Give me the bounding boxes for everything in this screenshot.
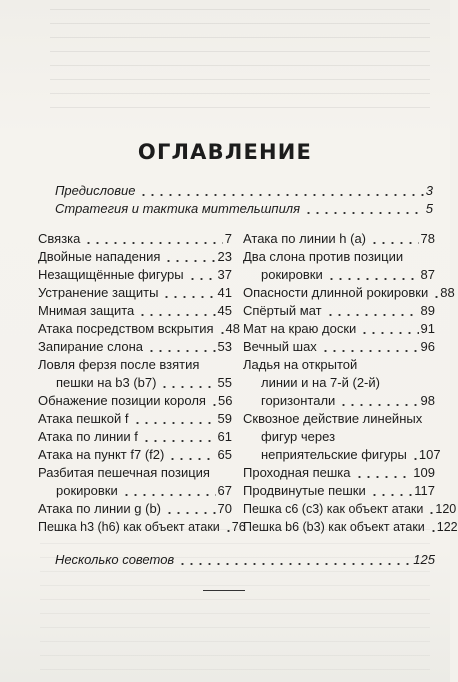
toc-leader-dots — [327, 278, 419, 280]
toc-leader-dots — [210, 404, 216, 406]
toc-leader-dots — [218, 332, 224, 334]
toc-entry — [38, 267, 232, 283]
toc-leader-dots — [162, 296, 215, 298]
toc-entry-label: Ладья на открытой — [243, 357, 358, 372]
toc-entry-label-continued: рокировки — [261, 267, 323, 282]
toc-entry-page: 59 — [217, 411, 232, 426]
toc-entry — [243, 519, 458, 535]
toc-leader-dots — [133, 422, 216, 424]
toc-leader-dots — [139, 194, 423, 196]
toc-leader-dots — [339, 404, 418, 406]
toc-entry-page: 56 — [217, 393, 233, 408]
toc-entry-page: 70 — [217, 501, 232, 516]
toc-entry-page: 107 — [418, 447, 441, 462]
toc-entry-page: 78 — [420, 231, 435, 246]
toc-entry — [38, 411, 232, 427]
toc-entry-page: 98 — [420, 393, 435, 408]
toc-entry — [261, 447, 441, 463]
toc-entry — [38, 429, 232, 445]
toc-leader-dots — [427, 512, 433, 514]
toc-entry-page: 67 — [217, 483, 232, 498]
toc-entry-page: 109 — [413, 465, 435, 480]
toc-entry — [243, 339, 435, 355]
toc-leader-dots — [321, 350, 419, 352]
toc-entry-label: Атака по линии f — [38, 429, 138, 444]
toc-entry — [55, 183, 433, 199]
toc-entry-label: Устранение защиты — [38, 285, 159, 300]
toc-entry — [243, 303, 435, 319]
toc-entry — [243, 231, 435, 247]
toc-entry — [243, 501, 457, 517]
toc-entry-label: Мнимая защита — [38, 303, 135, 318]
toc-leader-dots — [160, 386, 215, 388]
toc-leader-dots — [164, 260, 215, 262]
toc-entry-page: 117 — [414, 483, 435, 498]
toc-leader-dots — [326, 314, 419, 316]
toc-leader-dots — [304, 212, 424, 214]
toc-entry-label: Незащищённые фигуры — [38, 267, 184, 282]
toc-entry — [243, 465, 435, 481]
toc-entry-label: Запирание слона — [38, 339, 143, 354]
toc-entry — [38, 303, 232, 319]
toc-entry-page: 125 — [413, 552, 435, 567]
toc-entry — [55, 201, 433, 217]
toc-entry — [261, 393, 435, 409]
toc-entry-label: Опасности длинной рокировки — [243, 285, 429, 300]
toc-entry — [38, 447, 232, 463]
toc-entry-label: Разбитая пешечная позиция — [38, 465, 210, 480]
toc-entry-label: Пешка h3 (h6) как объект атаки — [38, 520, 220, 534]
toc-entry-label: Атака на пункт f7 (f2) — [38, 447, 165, 462]
toc-leader-dots — [188, 278, 216, 280]
toc-entry — [38, 339, 232, 355]
toc-entry-page: 55 — [217, 375, 232, 390]
toc-entry-label: Несколько советов — [55, 552, 175, 567]
toc-entry-page: 5 — [425, 201, 433, 216]
toc-entry-page: 76 — [231, 520, 246, 534]
toc-entry — [38, 501, 232, 517]
separator-rule — [203, 590, 245, 591]
toc-leader-dots — [355, 476, 412, 478]
toc-entry-page: 87 — [420, 267, 435, 282]
bleed-through-text — [50, 0, 430, 120]
toc-entry-label: Сквозное действие линейных — [243, 411, 423, 426]
toc-entry-label: Двойные нападения — [38, 249, 161, 264]
toc-entry-page: 41 — [217, 285, 232, 300]
toc-entry — [38, 231, 232, 247]
toc-entry-label: Атака по линии g (b) — [38, 501, 162, 516]
toc-entry-label: Обнажение позиции короля — [38, 393, 206, 408]
toc-entry-page: 89 — [420, 303, 435, 318]
toc-entry-label: Ловля ферзя после взятия — [38, 357, 200, 372]
toc-entry — [243, 483, 435, 499]
toc-entry — [56, 483, 232, 499]
toc-leader-dots — [178, 563, 411, 565]
toc-entry-label-continued: фигур через — [261, 429, 336, 444]
toc-leader-dots — [147, 350, 216, 352]
toc-entry-label: Мат на краю доски — [243, 321, 357, 336]
toc-entry-page: 61 — [217, 429, 232, 444]
toc-entry-label: Атака по линии h (a) — [243, 231, 367, 246]
toc-entry-page: 88 — [440, 285, 455, 300]
toc-entry-label: Вечный шах — [243, 339, 317, 354]
toc-entry — [56, 375, 232, 391]
toc-leader-dots — [411, 458, 417, 460]
toc-entry-label-continued: рокировки — [56, 483, 118, 498]
toc-entry — [38, 519, 246, 535]
toc-entry-label-continued: горизонтали — [261, 393, 336, 408]
toc-entry-page: 45 — [217, 303, 232, 318]
toc-entry-page: 65 — [217, 447, 232, 462]
toc-entry-page: 3 — [425, 183, 433, 198]
toc-entry-page: 37 — [217, 267, 232, 282]
toc-entry-label-continued: пешки на b3 (b7) — [56, 375, 157, 390]
toc-entry-page: 96 — [420, 339, 435, 354]
toc-leader-dots — [138, 314, 215, 316]
toc-entry-label: Продвинутые пешки — [243, 483, 366, 498]
toc-entry-page: 48 — [225, 321, 241, 336]
toc-entry — [261, 267, 435, 283]
toc-entry-page: 122 — [436, 520, 458, 534]
toc-leader-dots — [165, 512, 216, 514]
toc-entry-label: Спёртый мат — [243, 303, 322, 318]
toc-entry — [243, 285, 455, 301]
toc-entry — [38, 285, 232, 301]
toc-entry-page: 53 — [217, 339, 232, 354]
toc-entry-label: Два слона против позиции — [243, 249, 404, 264]
toc-leader-dots — [142, 440, 216, 442]
toc-leader-dots — [429, 530, 435, 532]
toc-entry-label-continued: линии и на 7-й (2-й) — [261, 375, 380, 390]
toc-entry-label: Пешка c6 (c3) как объект атаки — [243, 502, 424, 516]
toc-entry-label: Связка — [38, 231, 81, 246]
toc-entry-label: Проходная пешка — [243, 465, 351, 480]
toc-entry-page: 23 — [217, 249, 232, 264]
toc-leader-dots — [168, 458, 215, 460]
bleed-through-text-bottom — [40, 520, 430, 680]
toc-leader-dots — [432, 296, 438, 298]
toc-entry — [55, 552, 435, 568]
toc-leader-dots — [370, 242, 419, 244]
toc-entry-label: Предисловие — [55, 183, 136, 198]
toc-leader-dots — [84, 242, 222, 244]
toc-entry-label: Пешка b6 (b3) как объект атаки — [243, 520, 425, 534]
toc-entry — [243, 321, 435, 337]
toc-entry — [38, 393, 232, 409]
toc-leader-dots — [122, 494, 216, 496]
toc-entry — [38, 249, 232, 265]
toc-entry-label-continued: неприятельские фигуры — [261, 447, 407, 462]
toc-entry-label: Стратегия и тактика миттельшпиля — [55, 201, 301, 216]
toc-leader-dots — [370, 494, 413, 496]
toc-entry-page: 91 — [420, 321, 435, 336]
toc-entry-page: 7 — [224, 231, 232, 246]
toc-entry — [38, 321, 241, 337]
toc-leader-dots — [360, 332, 418, 334]
toc-entry-label: Атака посредством вскрытия — [38, 321, 214, 336]
toc-entry-page: 120 — [435, 502, 457, 516]
toc-entry-label: Атака пешкой f — [38, 411, 129, 426]
toc-leader-dots — [224, 530, 230, 532]
page-title: ОГЛАВЛЕНИЕ — [137, 140, 313, 164]
